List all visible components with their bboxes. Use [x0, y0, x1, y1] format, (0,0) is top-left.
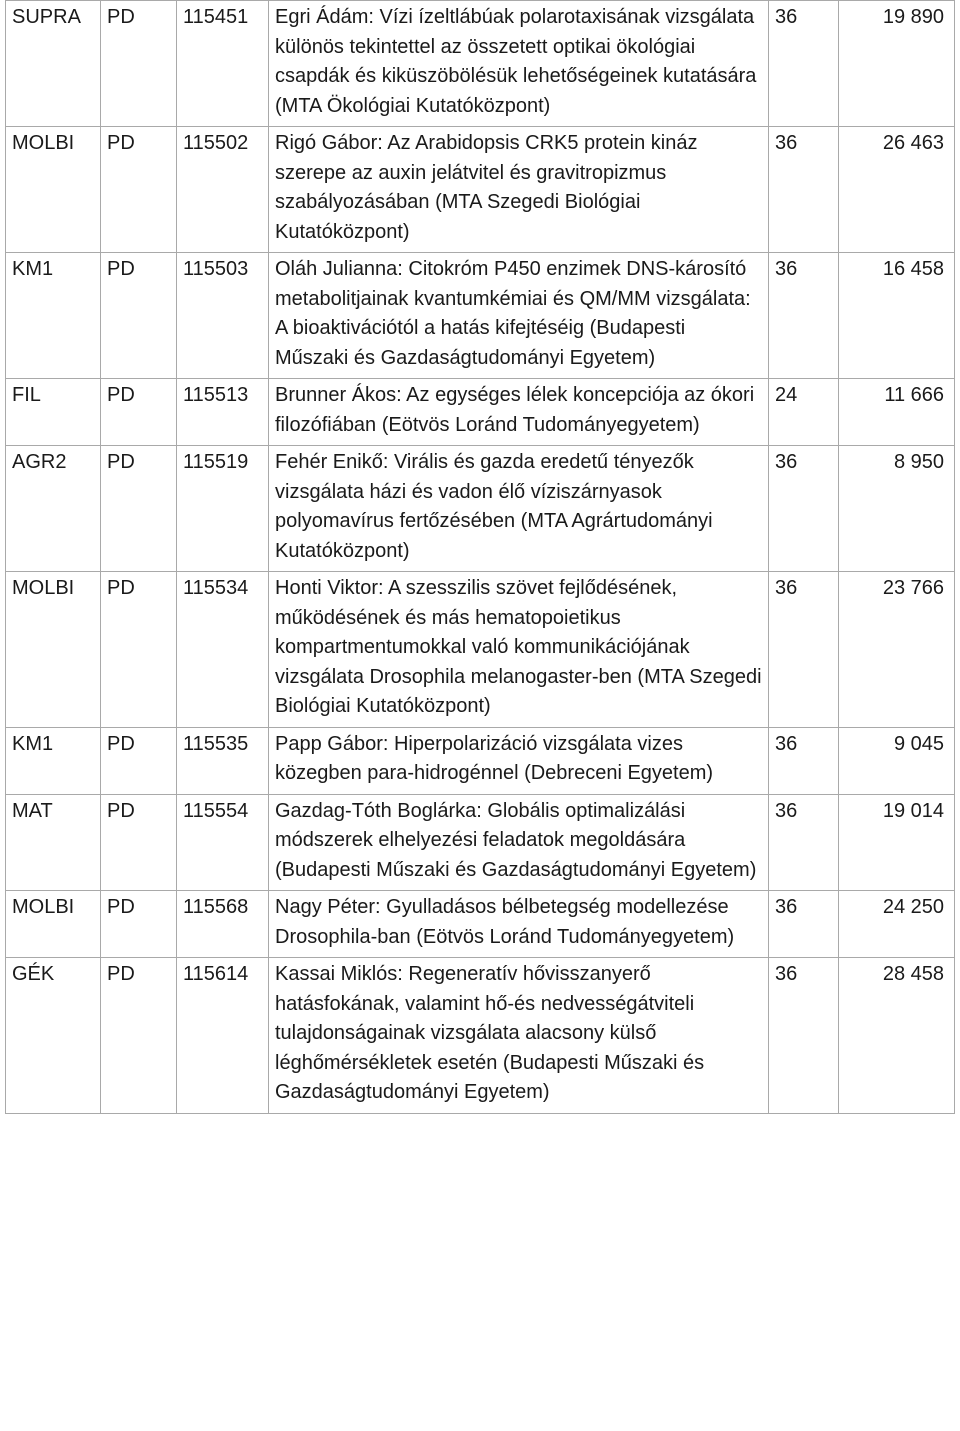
project-title: Oláh Julianna: Citokróm P450 enzimek DNS-károsító metabolitjainak kvantumkémiai és QM/MM vizsgálata: A bioaktivációtól a hatás kifejtéséig (Budapesti Műszaki és Gazdaságtudományi Egyetem)	[269, 253, 769, 379]
grant-table	[5, 0, 955, 1114]
project-id: 115503	[177, 253, 269, 379]
panel-code: MAT	[6, 794, 101, 891]
funding-amount: 26 463	[839, 127, 955, 253]
funding-amount: 9 045	[839, 727, 955, 794]
table-row	[6, 727, 955, 794]
table-row	[6, 253, 955, 379]
panel-code: KM1	[6, 253, 101, 379]
panel-code: KM1	[6, 727, 101, 794]
table-row	[6, 891, 955, 958]
duration-months: 36	[769, 127, 839, 253]
project-title: Gazdag-Tóth Boglárka: Globális optimalizálási módszerek elhelyezési feladatok megoldására (Budapesti Műszaki és Gazdaságtudományi Egyetem)	[269, 794, 769, 891]
funding-amount: 19 014	[839, 794, 955, 891]
project-id: 115554	[177, 794, 269, 891]
grant-type: PD	[101, 572, 177, 728]
project-title: Nagy Péter: Gyulladásos bélbetegség modellezése Drosophila-ban (Eötvös Loránd Tudományegyetem)	[269, 891, 769, 958]
duration-months: 36	[769, 794, 839, 891]
grant-type: PD	[101, 253, 177, 379]
table-row	[6, 572, 955, 728]
grant-type: PD	[101, 127, 177, 253]
project-id: 115502	[177, 127, 269, 253]
project-title: Fehér Enikő: Virális és gazda eredetű tényezők vizsgálata házi és vadon élő víziszárnyasok polyomavírus fertőzésében (MTA Agrártudományi Kutatóközpont)	[269, 446, 769, 572]
panel-code: GÉK	[6, 958, 101, 1114]
funding-amount: 24 250	[839, 891, 955, 958]
grant-type: PD	[101, 727, 177, 794]
table-row	[6, 127, 955, 253]
duration-months: 36	[769, 446, 839, 572]
table-row	[6, 958, 955, 1114]
panel-code: MOLBI	[6, 127, 101, 253]
duration-months: 36	[769, 727, 839, 794]
funding-amount: 16 458	[839, 253, 955, 379]
grant-type: PD	[101, 379, 177, 446]
funding-amount: 23 766	[839, 572, 955, 728]
project-id: 115534	[177, 572, 269, 728]
project-title: Papp Gábor: Hiperpolarizáció vizsgálata vizes közegben para-hidrogénnel (Debreceni Egyetem)	[269, 727, 769, 794]
table-row	[6, 446, 955, 572]
project-title: Kassai Miklós: Regeneratív hővisszanyerő hatásfokának, valamint hő-és nedvességátviteli tulajdonságainak vizsgálata alacsony külső léghőmérsékletek esetén (Budapesti Műszaki és Gazdaságtudományi Egyetem)	[269, 958, 769, 1114]
project-id: 115519	[177, 446, 269, 572]
panel-code: MOLBI	[6, 572, 101, 728]
panel-code: FIL	[6, 379, 101, 446]
project-title: Rigó Gábor: Az Arabidopsis CRK5 protein kináz szerepe az auxin jelátvitel és gravitropizmus szabályozásában (MTA Szegedi Biológiai Kutatóközpont)	[269, 127, 769, 253]
funding-amount: 11 666	[839, 379, 955, 446]
panel-code: SUPRA	[6, 1, 101, 127]
project-id: 115614	[177, 958, 269, 1114]
grant-type: PD	[101, 1, 177, 127]
grant-type: PD	[101, 891, 177, 958]
duration-months: 36	[769, 1, 839, 127]
panel-code: AGR2	[6, 446, 101, 572]
duration-months: 36	[769, 891, 839, 958]
duration-months: 36	[769, 958, 839, 1114]
project-title: Egri Ádám: Vízi ízeltlábúak polarotaxisának vizsgálata különös tekintettel az összetett optikai ökológiai csapdák és kiküszöbölésük lehetőségeinek kutatására (MTA Ökológiai Kutatóközpont)	[269, 1, 769, 127]
duration-months: 36	[769, 572, 839, 728]
funding-amount: 28 458	[839, 958, 955, 1114]
funding-amount: 8 950	[839, 446, 955, 572]
duration-months: 36	[769, 253, 839, 379]
table-row	[6, 379, 955, 446]
grant-type: PD	[101, 794, 177, 891]
project-id: 115451	[177, 1, 269, 127]
funding-amount: 19 890	[839, 1, 955, 127]
grant-type: PD	[101, 446, 177, 572]
table-row	[6, 1, 955, 127]
panel-code: MOLBI	[6, 891, 101, 958]
duration-months: 24	[769, 379, 839, 446]
project-id: 115535	[177, 727, 269, 794]
project-title: Brunner Ákos: Az egységes lélek koncepciója az ókori filozófiában (Eötvös Loránd Tudományegyetem)	[269, 379, 769, 446]
project-id: 115513	[177, 379, 269, 446]
project-title: Honti Viktor: A szesszilis szövet fejlődésének, működésének és más hematopoietikus kompartmentumokkal való kommunikációjának vizsgálata Drosophila melanogaster-ben (MTA Szegedi Biológiai Kutatóközpont)	[269, 572, 769, 728]
project-id: 115568	[177, 891, 269, 958]
grant-type: PD	[101, 958, 177, 1114]
table-row	[6, 794, 955, 891]
